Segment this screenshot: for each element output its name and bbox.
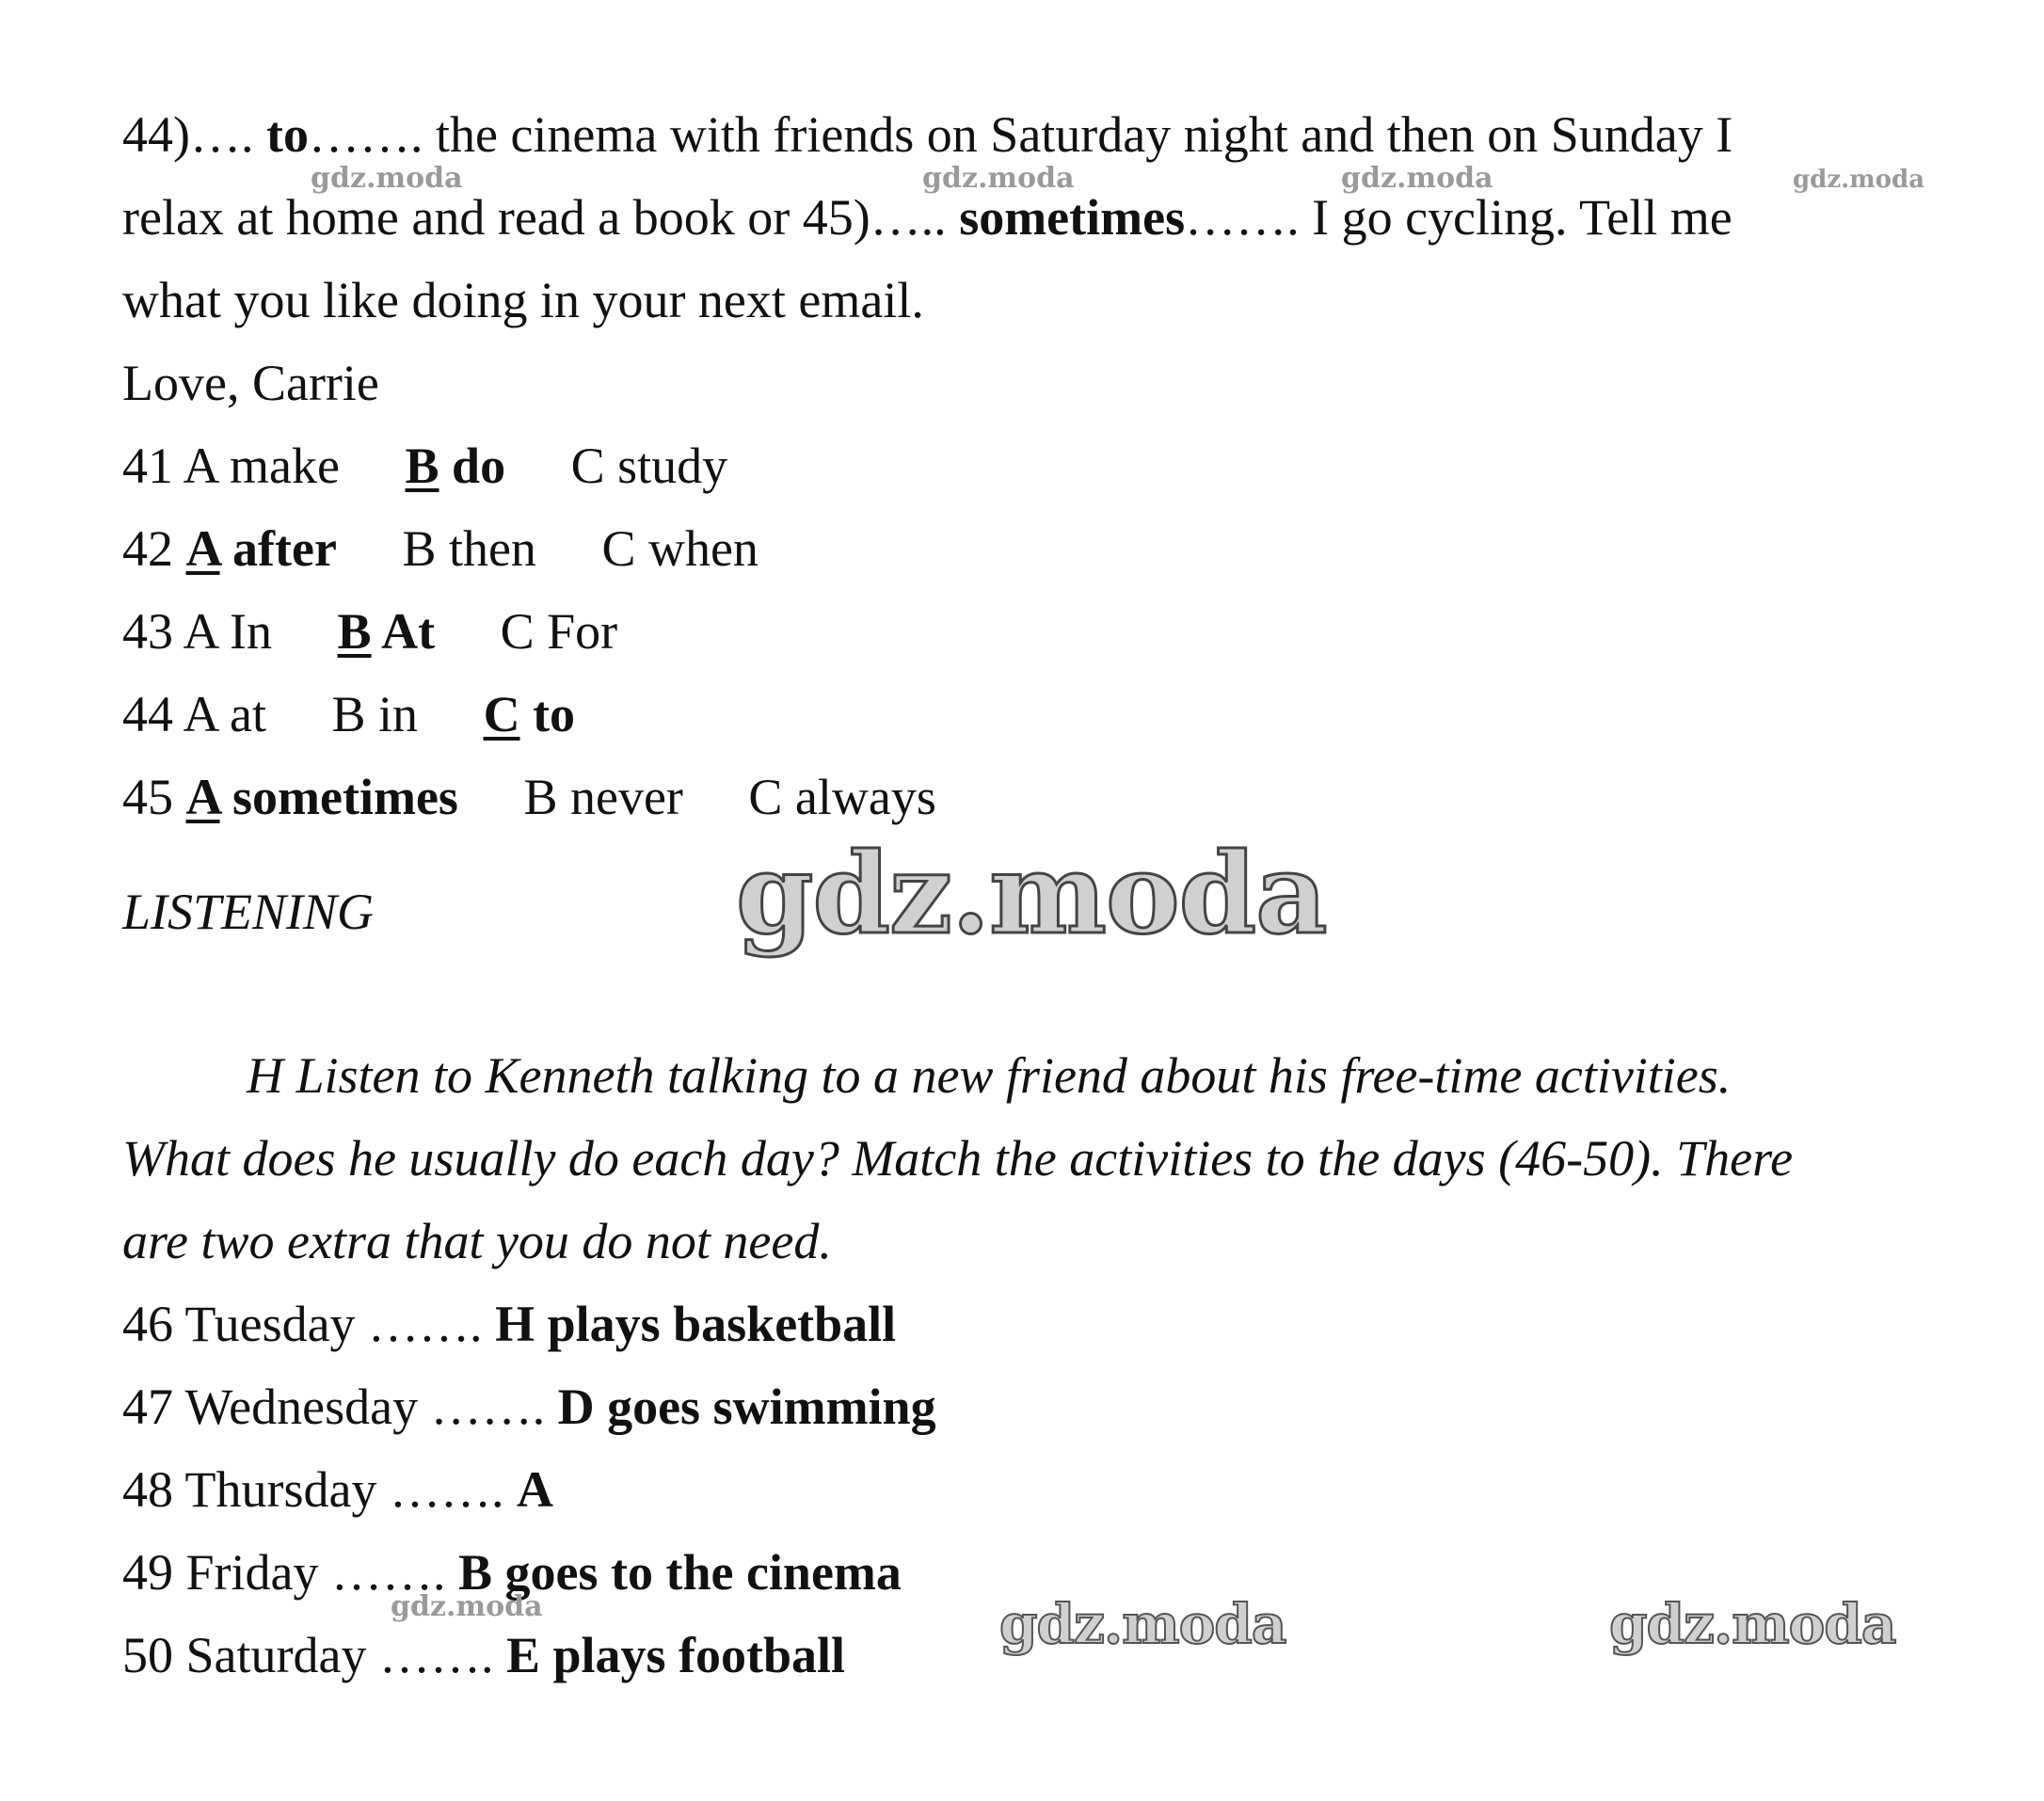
option-c: C when	[601, 520, 759, 577]
option-c-letter-selected: C	[483, 686, 520, 742]
match-answer: H plays basketball	[495, 1296, 897, 1352]
match-50	[122, 1622, 845, 1688]
watermark-small: gdz.moda	[391, 1590, 543, 1623]
letter-line-1	[122, 102, 1733, 167]
question-number: 41	[122, 438, 173, 494]
letter-line-2-rest: ……. I go cycling. Tell me	[1185, 189, 1733, 246]
option-a-word-selected: after	[219, 520, 337, 577]
option-a-word-selected: sometimes	[219, 769, 458, 825]
match-label: 47 Wednesday …….	[122, 1379, 558, 1435]
option-b: B in	[331, 686, 419, 742]
listening-instruction-3: are two extra that you do not need.	[122, 1213, 832, 1269]
watermark-small: gdz.moda	[1793, 166, 1925, 194]
question-number: 44	[122, 686, 173, 742]
question-number: 45	[122, 769, 173, 825]
match-label: 46 Tuesday …….	[122, 1296, 496, 1352]
option-b-word-selected: At	[371, 603, 436, 660]
option-b: B then	[402, 520, 536, 577]
option-a: A at	[183, 686, 267, 742]
watermark-large: gdz.moda	[736, 828, 1327, 959]
answer-45-inline: sometimes	[959, 189, 1186, 246]
question-44	[122, 681, 575, 747]
match-label: 48 Thursday …….	[122, 1461, 517, 1518]
match-label: 49 Friday …….	[122, 1544, 458, 1601]
match-answer: B goes to the cinema	[458, 1544, 902, 1601]
question-41	[122, 433, 727, 499]
match-label: 50 Saturday …….	[122, 1627, 506, 1683]
question-43	[122, 598, 617, 664]
option-c-word-selected: to	[519, 686, 576, 742]
watermark-small: gdz.moda	[922, 162, 1075, 195]
letter-signoff: Love, Carrie	[122, 355, 379, 411]
match-46	[122, 1291, 896, 1357]
letter-line-2-start: relax at home and read a book or 45)…..	[122, 189, 960, 246]
option-a-letter-selected: A	[185, 769, 220, 825]
question-number: 43	[122, 603, 173, 660]
match-48	[122, 1457, 553, 1522]
watermark-medium: gdz.moda	[1609, 1592, 1896, 1656]
match-answer: A	[516, 1461, 553, 1518]
listening-heading: LISTENING	[122, 884, 375, 940]
letter-line-3: what you like doing in your next email.	[122, 272, 924, 328]
blank-44: 44)….	[122, 106, 266, 163]
option-a: A make	[183, 438, 340, 494]
question-number: 42	[122, 520, 173, 577]
option-a-letter-selected: A	[185, 520, 220, 577]
watermark-small: gdz.moda	[1341, 162, 1493, 195]
match-47	[122, 1374, 936, 1440]
question-42	[122, 516, 759, 582]
watermark-medium: gdz.moda	[999, 1592, 1286, 1656]
option-a: A In	[183, 603, 273, 660]
option-c: C study	[570, 438, 728, 494]
listening-instruction-1: H Listen to Kenneth talking to a new friend about his free-time activities.	[247, 1047, 1732, 1104]
option-b: B never	[523, 769, 683, 825]
letter-line-1-rest: ……. the cinema with friends on Saturday night and then on Sunday I	[308, 106, 1733, 163]
match-answer: D goes swimming	[557, 1379, 936, 1435]
option-c: C For	[500, 603, 618, 660]
option-c: C always	[748, 769, 936, 825]
option-b-letter-selected: B	[405, 438, 439, 494]
watermark-small: gdz.moda	[311, 162, 463, 195]
option-b-word-selected: do	[439, 438, 506, 494]
answer-44-inline: to	[265, 106, 309, 163]
question-45	[122, 764, 936, 830]
listening-instruction-2: What does he usually do each day? Match the activities to the days (46-50). There	[122, 1130, 1794, 1187]
option-b-letter-selected: B	[337, 603, 372, 660]
match-answer: E plays football	[505, 1627, 846, 1683]
